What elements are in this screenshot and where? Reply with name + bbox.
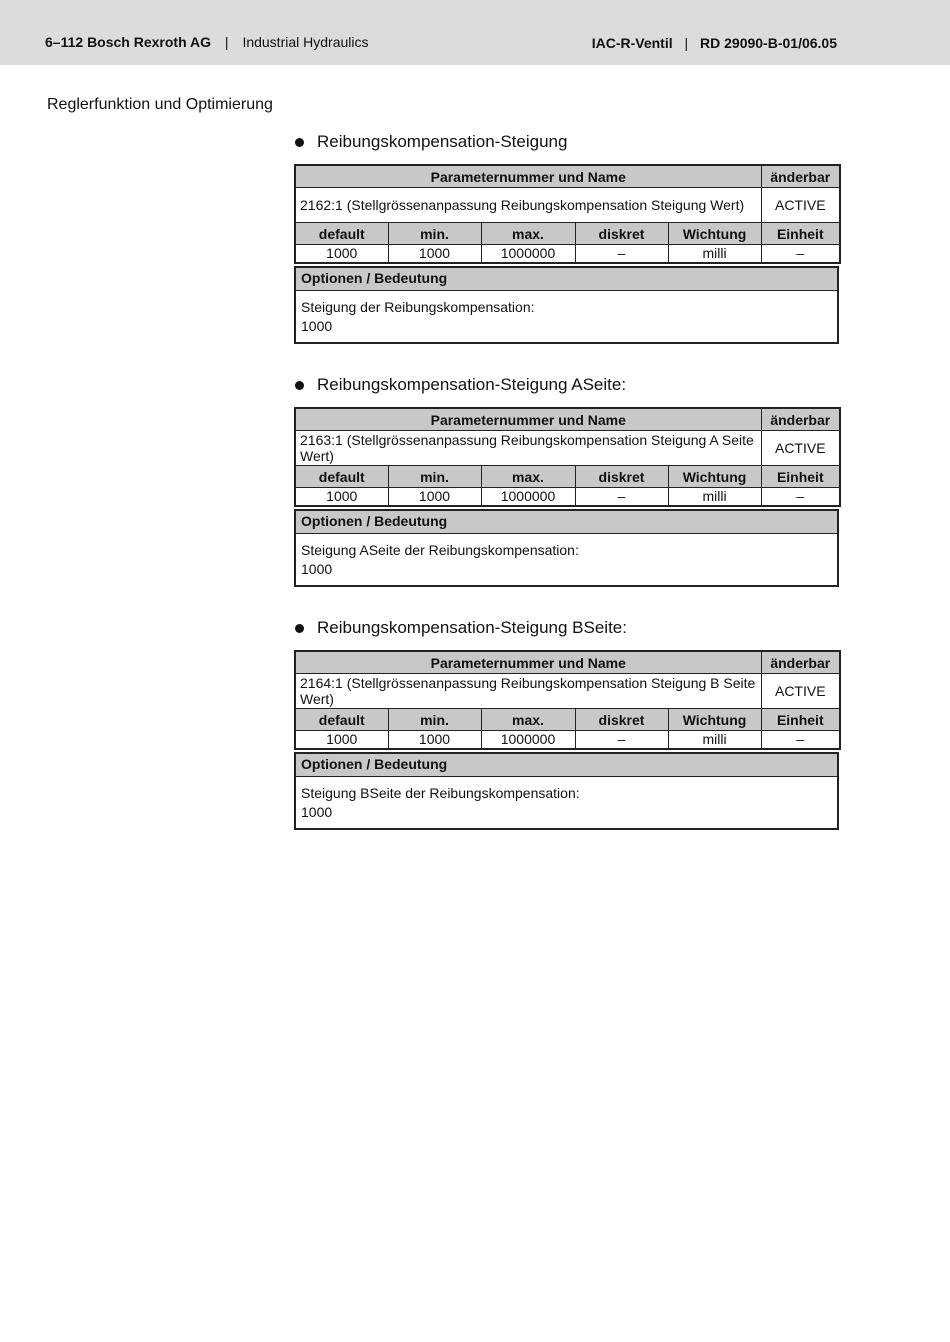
block-heading — [294, 375, 839, 397]
page-header — [0, 0, 950, 65]
max-header: max. — [481, 223, 575, 245]
unit-value: – — [761, 731, 840, 750]
param-name: 2163:1 (Stellgrössenanpassung Reibungskompensation Steigung A Seite Wert) — [295, 431, 761, 466]
discrete-header: diskret — [575, 709, 668, 731]
options-value: 1000 — [301, 318, 333, 334]
default-value: 1000 — [295, 731, 388, 750]
options-box — [294, 509, 839, 587]
default-header: default — [295, 709, 388, 731]
discrete-value: – — [575, 488, 668, 507]
parameter-table — [294, 407, 841, 507]
options-header: Optionen / Bedeutung — [296, 268, 837, 291]
min-header: min. — [388, 709, 481, 731]
param-name-header: Parameternummer und Name — [295, 408, 761, 431]
changeable-value: ACTIVE — [761, 188, 840, 223]
parameter-block — [294, 375, 839, 587]
default-value: 1000 — [295, 245, 388, 264]
block-heading-text: Reibungskompensation-Steigung BSeite: — [317, 618, 627, 637]
options-description: Steigung BSeite der Reibungskompensation: — [301, 785, 580, 801]
options-description: Steigung ASeite der Reibungskompensation: — [301, 542, 579, 558]
discrete-value: – — [575, 731, 668, 750]
document-ref: RD 29090-B-01/06.05 — [700, 35, 837, 51]
options-box — [294, 752, 839, 830]
options-header: Optionen / Bedeutung — [296, 754, 837, 777]
weighting-header: Wichtung — [668, 223, 761, 245]
parameter-table — [294, 164, 841, 264]
min-value: 1000 — [388, 245, 481, 264]
section-title: Reglerfunktion und Optimierung — [47, 96, 273, 113]
block-heading — [294, 618, 839, 640]
page-number: 6–112 — [45, 34, 84, 50]
min-value: 1000 — [388, 731, 481, 750]
bullet-icon — [295, 624, 304, 633]
options-header: Optionen / Bedeutung — [296, 511, 837, 534]
changeable-header: änderbar — [761, 165, 840, 188]
weighting-value: milli — [668, 245, 761, 264]
bullet-icon — [295, 138, 304, 147]
param-name-header: Parameternummer und Name — [295, 651, 761, 674]
weighting-value: milli — [668, 488, 761, 507]
unit-value: – — [761, 488, 840, 507]
header-separator: | — [224, 34, 229, 50]
weighting-value: milli — [668, 731, 761, 750]
division-name: Industrial Hydraulics — [242, 34, 369, 50]
max-value: 1000000 — [481, 731, 575, 750]
block-heading — [294, 132, 839, 154]
default-value: 1000 — [295, 488, 388, 507]
header-right — [592, 35, 837, 51]
max-value: 1000000 — [481, 488, 575, 507]
default-header: default — [295, 466, 388, 488]
options-body — [296, 777, 837, 828]
min-header: min. — [388, 223, 481, 245]
weighting-header: Wichtung — [668, 466, 761, 488]
param-name-header: Parameternummer und Name — [295, 165, 761, 188]
unit-header: Einheit — [761, 223, 840, 245]
changeable-value: ACTIVE — [761, 431, 840, 466]
default-header: default — [295, 223, 388, 245]
parameter-table — [294, 650, 841, 750]
block-heading-text: Reibungskompensation-Steigung — [317, 132, 568, 151]
changeable-header: änderbar — [761, 651, 840, 674]
weighting-header: Wichtung — [668, 709, 761, 731]
max-value: 1000000 — [481, 245, 575, 264]
product-name: IAC-R-Ventil — [591, 35, 673, 51]
param-name: 2162:1 (Stellgrössenanpassung Reibungskompensation Steigung Wert) — [295, 188, 761, 223]
company-name: Bosch Rexroth AG — [87, 34, 212, 50]
discrete-header: diskret — [575, 223, 668, 245]
discrete-header: diskret — [575, 466, 668, 488]
min-header: min. — [388, 466, 481, 488]
options-description: Steigung der Reibungskompensation: — [301, 299, 535, 315]
options-body — [296, 291, 837, 342]
options-body — [296, 534, 837, 585]
changeable-header: änderbar — [761, 408, 840, 431]
parameter-block — [294, 618, 839, 830]
param-name: 2164:1 (Stellgrössenanpassung Reibungskompensation Steigung B Seite Wert) — [295, 674, 761, 709]
options-box — [294, 266, 839, 344]
max-header: max. — [481, 466, 575, 488]
block-heading-text: Reibungskompensation-Steigung ASeite: — [317, 375, 627, 394]
max-header: max. — [481, 709, 575, 731]
changeable-value: ACTIVE — [761, 674, 840, 709]
options-value: 1000 — [301, 804, 333, 820]
bullet-icon — [295, 381, 304, 390]
header-left — [45, 34, 369, 50]
parameter-block — [294, 132, 839, 344]
unit-value: – — [761, 245, 840, 264]
unit-header: Einheit — [761, 466, 840, 488]
unit-header: Einheit — [761, 709, 840, 731]
min-value: 1000 — [388, 488, 481, 507]
discrete-value: – — [575, 245, 668, 264]
options-value: 1000 — [301, 561, 333, 577]
header-separator-right: | — [684, 35, 689, 51]
